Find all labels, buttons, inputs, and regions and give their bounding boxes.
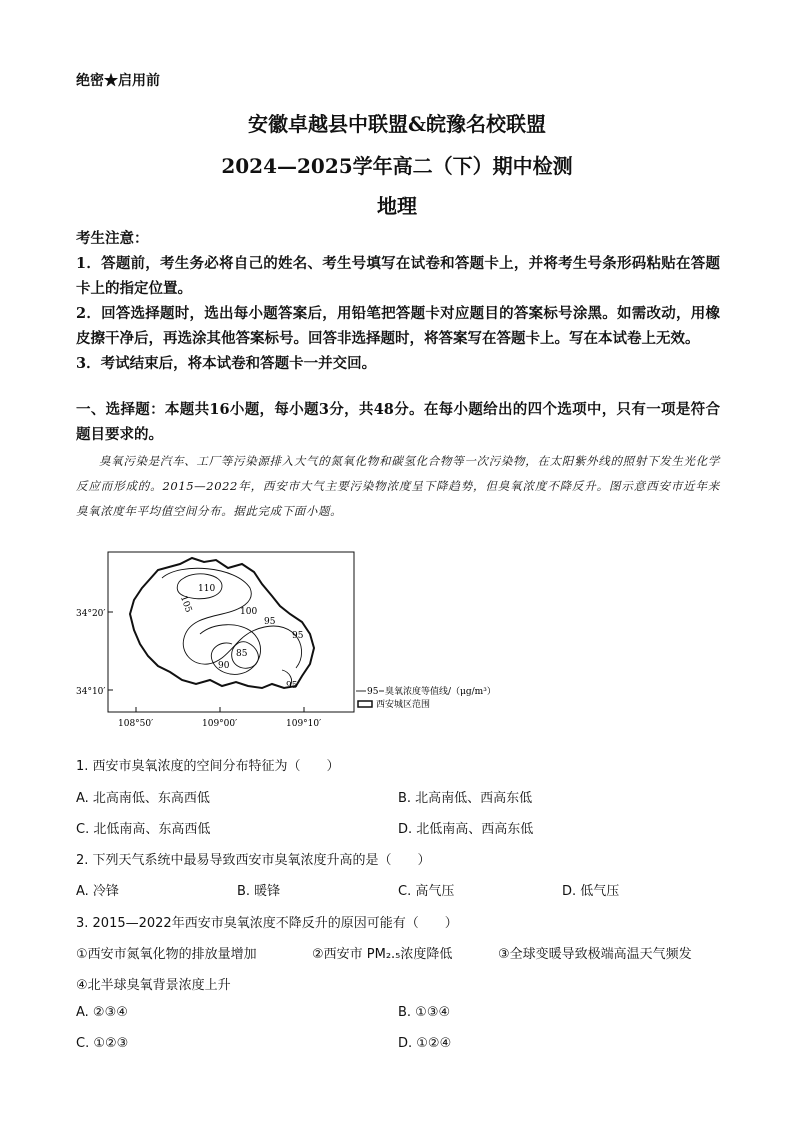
contour-label: 105 <box>177 594 194 615</box>
exam-notes <box>76 226 720 376</box>
legend-area-text: 西安城区范围 <box>376 700 431 710</box>
latitude-label: 34°10′ <box>76 687 106 697</box>
question-stem: 2. 下列天气系统中最易导致西安市臭氧浓度升高的是（ ） <box>76 853 431 868</box>
contour-label: 95 <box>286 681 298 691</box>
notes-heading: 考生注意： <box>76 230 149 247</box>
longitude-label: 109°10′ <box>286 719 322 729</box>
note-item: 3．考试结束后，将本试卷和答题卡一并交回。 <box>76 355 377 372</box>
contour-label: 85 <box>236 649 248 659</box>
exam-alliance-title: 安徽卓越县中联盟&皖豫名校联盟 <box>247 112 547 136</box>
ozone-map-figure <box>76 548 516 738</box>
latitude-label: 34°20′ <box>76 609 106 619</box>
option-a[interactable]: A. ②③④ <box>76 1005 128 1020</box>
legend-isoline-text: 臭氧浓度等值线/（μg/m³） <box>385 687 496 697</box>
statement-item: ②西安市 PM₂.₅浓度降低 <box>312 947 453 962</box>
option-b[interactable]: B. 北高南低、西高东低 <box>398 791 533 806</box>
statement-item: ④北半球臭氧背景浓度上升 <box>76 978 231 993</box>
option-b[interactable]: B. 暖锋 <box>237 884 281 899</box>
contour-label: 95 <box>292 631 304 641</box>
question-stem: 1. 西安市臭氧浓度的空间分布特征为（ ） <box>76 759 340 774</box>
option-b[interactable]: B. ①③④ <box>398 1005 451 1020</box>
legend-area-symbol <box>358 701 372 707</box>
map-frame <box>108 552 354 712</box>
option-a[interactable]: A. 北高南低、东高西低 <box>76 791 210 806</box>
question-stem: 3. 2015—2022年西安市臭氧浓度不降反升的原因可能有（ ） <box>76 916 458 931</box>
option-c[interactable]: C. 北低南高、东高西低 <box>76 822 211 837</box>
legend-isoline-value: 95 <box>367 687 379 697</box>
option-c[interactable]: C. ①②③ <box>76 1036 129 1051</box>
contour-label: 95 <box>264 617 276 627</box>
longitude-label: 109°00′ <box>202 719 238 729</box>
note-item: 1．答题前，考生务必将自己的姓名、考生号填写在试卷和答题卡上，并将考生号条形码粘贴在答题卡上的指定位置。 <box>76 255 720 297</box>
confidential-mark: 绝密★启用前 <box>76 73 160 89</box>
option-a[interactable]: A. 冷锋 <box>76 884 119 899</box>
longitude-label: 108°50′ <box>118 719 154 729</box>
statement-item: ③全球变暖导致极端高温天气频发 <box>498 947 692 962</box>
option-d[interactable]: D. ①②④ <box>398 1036 452 1051</box>
statement-item: ①西安市氮氧化物的排放量增加 <box>76 947 257 962</box>
contour-label: 110 <box>198 584 216 594</box>
contour-label: 100 <box>240 607 258 617</box>
note-item: 2．回答选择题时，选出每小题答案后，用铅笔把答题卡对应题目的答案标号涂黑。如需改动，用橡皮擦干净后，再选涂其他答案标号。回答非选择题时，将答案写在答题卡上。写在本试卷上无效。 <box>76 305 720 347</box>
option-d[interactable]: D. 低气压 <box>562 884 620 899</box>
subject-title: 地理 <box>377 194 417 218</box>
option-d[interactable]: D. 北低南高、西高东低 <box>398 822 534 837</box>
option-c[interactable]: C. 高气压 <box>398 884 455 899</box>
contour-label: 90 <box>218 661 230 671</box>
section-heading: 一、选择题：本题共16小题，每小题3分，共48分。在每小题给出的四个选项中，只有一项是符合题目要求的。 <box>76 401 720 443</box>
exam-term-title: 2024—2025学年高二（下）期中检测 <box>221 154 573 178</box>
question-material: 臭氧污染是汽车、工厂等污染源排入大气的氮氧化物和碳氢化合物等一次污染物，在太阳紫外线的照射下发生光化学反应而形成的。2015—2022年，西安市大气主要污染物浓度呈下降趋势，但臭氧浓度不降反升。图示意西安市近年来臭氧浓度年平均值空间分布。据此完成下面小题。 <box>76 454 720 518</box>
